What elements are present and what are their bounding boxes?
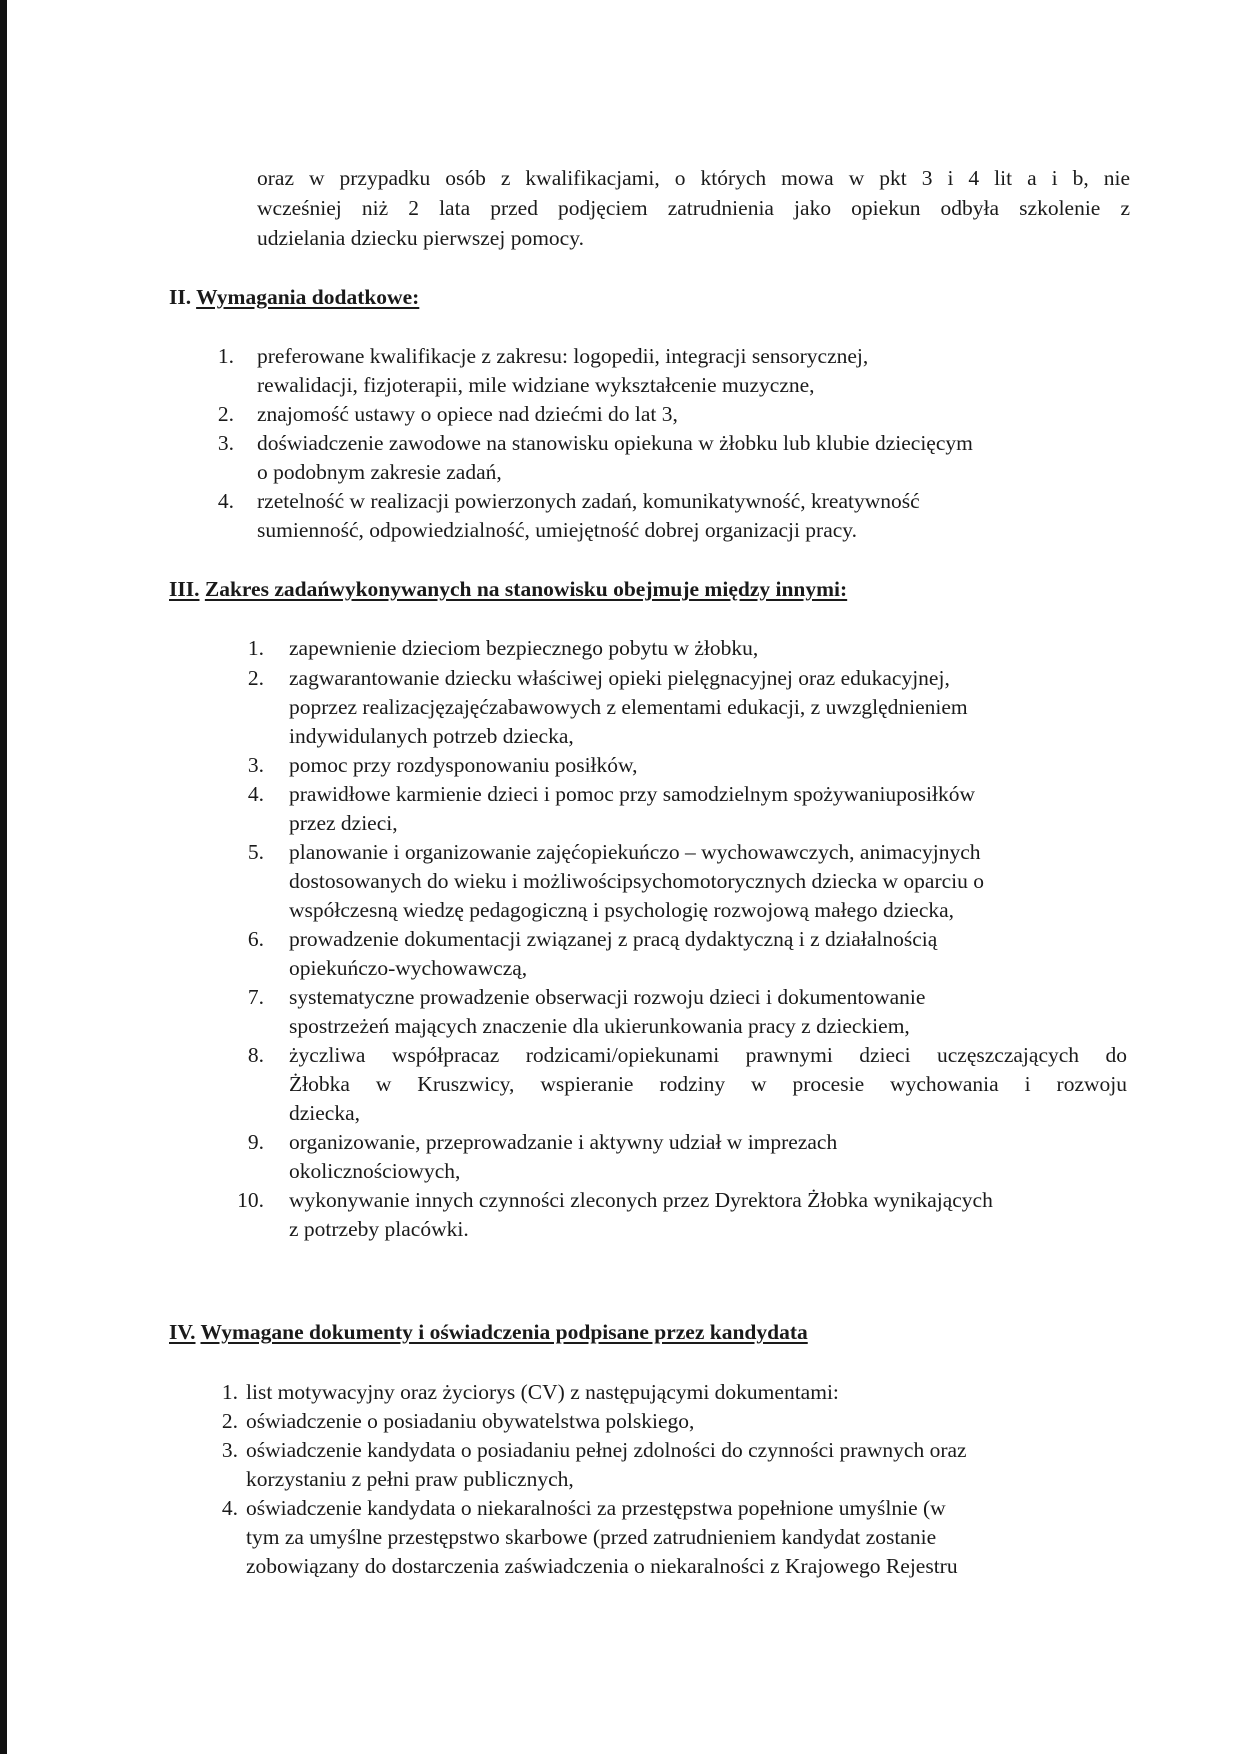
list-number: 3. bbox=[217, 431, 234, 455]
list-item-text: indywidulanych potrzeb dziecka, bbox=[289, 724, 574, 748]
list-item-text: rzetelność w realizacji powierzonych zadań, komunikatywność, kreatywność bbox=[257, 489, 920, 513]
list-item-text: o podobnym zakresie zadań, bbox=[257, 460, 502, 484]
list-item-text: sumienność, odpowiedzialność, umiejętność dobrej organizacji pracy. bbox=[257, 518, 858, 542]
list-item-text: pomoc przy rozdysponowaniu posiłków, bbox=[289, 753, 638, 777]
section-roman: IV. bbox=[169, 1320, 196, 1344]
list-number: 4. bbox=[217, 489, 234, 513]
list-item-text: wykonywanie innych czynności zleconych przez Dyrektora Żłobka wynikających bbox=[289, 1188, 993, 1212]
list-number: 1. bbox=[247, 636, 264, 660]
section-title: Wymagania dodatkowe: bbox=[196, 285, 420, 309]
list-number: 1. bbox=[217, 344, 234, 368]
list-item-text: planowanie i organizowanie zajęćopiekuńczo – wychowawczych, animacyjnych bbox=[289, 840, 981, 864]
list-item-text: tym za umyślne przestępstwo skarbowe (przed zatrudnieniem kandydat zostanie bbox=[246, 1525, 937, 1549]
list-item-text: systematyczne prowadzenie obserwacji rozwoju dzieci i dokumentowanie bbox=[289, 985, 926, 1009]
list-item-text: przez dzieci, bbox=[289, 811, 398, 835]
list-number: 4. bbox=[247, 782, 264, 806]
list-number: 2. bbox=[221, 1409, 238, 1433]
list-item-text: zapewnienie dzieciom bezpiecznego pobytu w żłobku, bbox=[289, 636, 759, 660]
intro-line: udzielania dziecku pierwszej pomocy. bbox=[257, 226, 584, 250]
list-number: 2. bbox=[217, 402, 234, 426]
list-number: 3. bbox=[247, 753, 264, 777]
list-item-text: rewalidacji, fizjoterapii, mile widziane wykształcenie muzyczne, bbox=[257, 373, 815, 397]
list-number: 5. bbox=[247, 840, 264, 864]
list-item-text: prowadzenie dokumentacji związanej z pracą dydaktyczną i z działalnością bbox=[289, 927, 938, 951]
intro-line: wcześniej niż 2 lata przed podjęciem zatrudnienia jako opiekun odbyła szkolenie z bbox=[257, 196, 1130, 220]
scan-edge-bar bbox=[0, 0, 7, 1754]
list-number: 8. bbox=[247, 1043, 264, 1067]
list-number: 1. bbox=[221, 1380, 238, 1404]
section-heading bbox=[169, 1318, 808, 1346]
list-item-text: oświadczenie o posiadaniu obywatelstwa polskiego, bbox=[246, 1409, 695, 1433]
section-heading bbox=[169, 575, 847, 603]
section-title: Wymagane dokumenty i oświadczenia podpisane przez kandydata bbox=[200, 1320, 808, 1344]
list-item-text: zagwarantowanie dziecku właściwej opieki pielęgnacyjnej oraz edukacyjnej, bbox=[289, 666, 950, 690]
list-item-text: okolicznościowych, bbox=[289, 1159, 461, 1183]
list-item-text: spostrzeżeń mających znaczenie dla ukierunkowania pracy z dzieckiem, bbox=[289, 1014, 910, 1038]
list-item-text: życzliwa współpracaz rodzicami/opiekunami prawnymi dzieci uczęszczających do bbox=[289, 1043, 1127, 1067]
list-item-text: opiekuńczo-wychowawczą, bbox=[289, 956, 528, 980]
list-item-text: z potrzeby placówki. bbox=[289, 1217, 469, 1241]
section-heading bbox=[169, 283, 419, 311]
list-item-text: dostosowanych do wieku i możliwościpsychomotorycznych dziecka w oparciu o bbox=[289, 869, 984, 893]
list-item-text: oświadczenie kandydata o posiadaniu pełnej zdolności do czynności prawnych oraz bbox=[246, 1438, 967, 1462]
list-item-text: zobowiązany do dostarczenia zaświadczenia o niekaralności z Krajowego Rejestru bbox=[246, 1554, 958, 1578]
list-item-text: korzystaniu z pełni praw publicznych, bbox=[246, 1467, 574, 1491]
list-number: 4. bbox=[221, 1496, 238, 1520]
section-title: Zakres zadańwykonywanych na stanowisku obejmuje między innymi: bbox=[204, 577, 848, 601]
list-item-text: doświadczenie zawodowe na stanowisku opiekuna w żłobku lub klubie dziecięcym bbox=[257, 431, 973, 455]
list-number: 9. bbox=[247, 1130, 264, 1154]
list-item-text: oświadczenie kandydata o niekaralności za przestępstwa popełnione umyślnie (w bbox=[246, 1496, 946, 1520]
list-item-text: znajomość ustawy o opiece nad dziećmi do lat 3, bbox=[257, 402, 678, 426]
list-item-text: dziecka, bbox=[289, 1101, 361, 1125]
list-item-text: preferowane kwalifikacje z zakresu: logopedii, integracji sensorycznej, bbox=[257, 344, 869, 368]
list-number: 3. bbox=[221, 1438, 238, 1462]
list-item-text: list motywacyjny oraz życiorys (CV) z następującymi dokumentami: bbox=[246, 1380, 839, 1404]
list-item-text: współczesną wiedzę pedagogiczną i psychologię rozwojową małego dziecka, bbox=[289, 898, 955, 922]
list-number: 2. bbox=[247, 666, 264, 690]
list-item-text: organizowanie, przeprowadzanie i aktywny udział w imprezach bbox=[289, 1130, 838, 1154]
list-number: 7. bbox=[247, 985, 264, 1009]
list-item-text: prawidłowe karmienie dzieci i pomoc przy samodzielnym spożywaniuposiłków bbox=[289, 782, 976, 806]
list-item-text: Żłobka w Kruszwicy, wspieranie rodziny w procesie wychowania i rozwoju bbox=[289, 1072, 1127, 1096]
list-item-text: poprzez realizacjęzajęćzabawowych z elementami edukacji, z uwzględnieniem bbox=[289, 695, 968, 719]
section-roman: III. bbox=[169, 577, 200, 601]
intro-line: oraz w przypadku osób z kwalifikacjami, o których mowa w pkt 3 i 4 lit a i b, nie bbox=[257, 166, 1130, 190]
list-number: 6. bbox=[247, 927, 264, 951]
section-roman: II. bbox=[169, 285, 192, 309]
list-number: 10. bbox=[237, 1188, 264, 1212]
